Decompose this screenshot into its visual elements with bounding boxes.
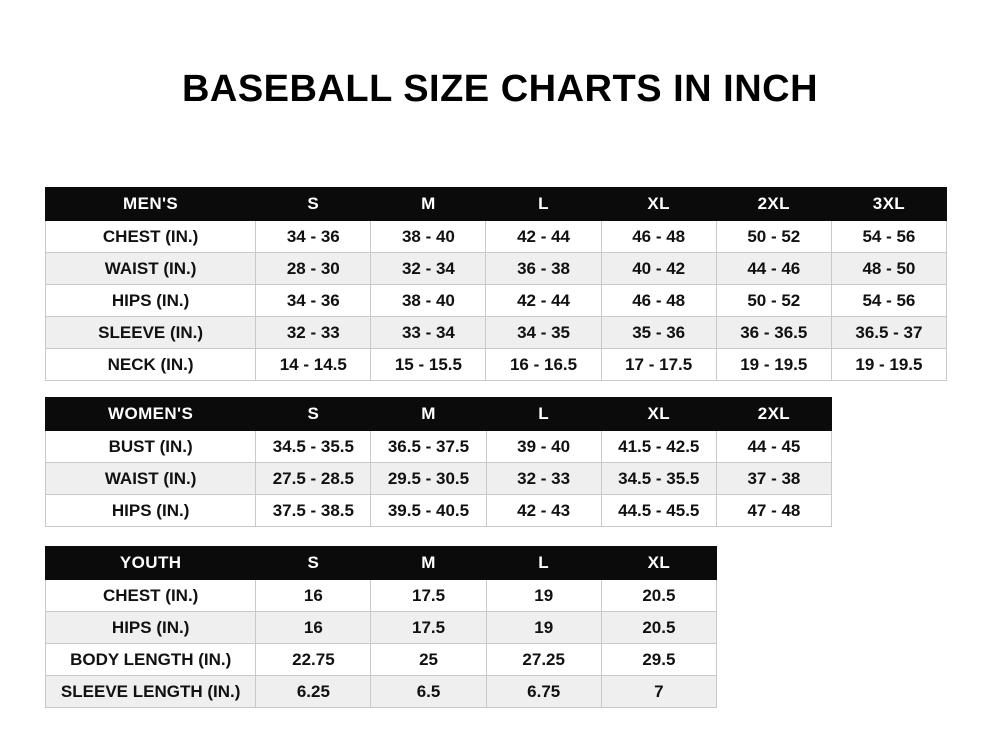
table-cell: 15 - 15.5: [371, 349, 486, 381]
table-cell: 42 - 43: [486, 495, 601, 527]
table-cell: 27.5 - 28.5: [256, 463, 371, 495]
table-row: [46, 463, 832, 495]
table-cell: 35 - 36: [601, 317, 716, 349]
table-cell: 46 - 48: [601, 285, 716, 317]
row-label: CHEST (IN.): [46, 221, 256, 253]
table-cell: 48 - 50: [831, 253, 946, 285]
table-cell: 19: [486, 580, 601, 612]
column-header: YOUTH: [46, 547, 256, 580]
womens-size-chart: [45, 397, 832, 527]
column-header: M: [371, 547, 486, 580]
table-cell: 6.25: [256, 676, 371, 708]
table-cell: 39.5 - 40.5: [371, 495, 486, 527]
table-cell: 36 - 38: [486, 253, 601, 285]
table-cell: 29.5 - 30.5: [371, 463, 486, 495]
table-row: [46, 221, 947, 253]
table-row: [46, 495, 832, 527]
row-label: SLEEVE LENGTH (IN.): [46, 676, 256, 708]
row-label: SLEEVE (IN.): [46, 317, 256, 349]
table-cell: 42 - 44: [486, 285, 601, 317]
table-cell: 17 - 17.5: [601, 349, 716, 381]
column-header: 3XL: [831, 188, 946, 221]
page-title: BASEBALL SIZE CHARTS IN INCH: [181, 68, 819, 110]
row-label: WAIST (IN.): [46, 463, 256, 495]
table-cell: 36.5 - 37: [831, 317, 946, 349]
table-cell: 36 - 36.5: [716, 317, 831, 349]
column-header: L: [486, 547, 601, 580]
table-cell: 46 - 48: [601, 221, 716, 253]
table-cell: 17.5: [371, 612, 486, 644]
table-row: [46, 676, 717, 708]
row-label: BUST (IN.): [46, 431, 256, 463]
column-header: XL: [601, 547, 716, 580]
table-cell: 42 - 44: [486, 221, 601, 253]
table-cell: 28 - 30: [256, 253, 371, 285]
table-row: [46, 580, 717, 612]
column-header: L: [486, 188, 601, 221]
column-header: XL: [601, 188, 716, 221]
table-cell: 34.5 - 35.5: [256, 431, 371, 463]
table-cell: 41.5 - 42.5: [601, 431, 716, 463]
table-cell: 6.5: [371, 676, 486, 708]
table-cell: 34 - 35: [486, 317, 601, 349]
column-header: MEN'S: [46, 188, 256, 221]
table-cell: 50 - 52: [716, 285, 831, 317]
table-row: [46, 253, 947, 285]
table-cell: 34 - 36: [256, 285, 371, 317]
table-header-row: [46, 547, 717, 580]
table-cell: 17.5: [371, 580, 486, 612]
row-label: HIPS (IN.): [46, 612, 256, 644]
column-header: WOMEN'S: [46, 398, 256, 431]
row-label: WAIST (IN.): [46, 253, 256, 285]
table-row: [46, 317, 947, 349]
column-header: 2XL: [716, 398, 831, 431]
table-cell: 19 - 19.5: [831, 349, 946, 381]
table-cell: 54 - 56: [831, 285, 946, 317]
table-cell: 16: [256, 612, 371, 644]
row-label: CHEST (IN.): [46, 580, 256, 612]
table-cell: 39 - 40: [486, 431, 601, 463]
table-cell: 29.5: [601, 644, 716, 676]
table-cell: 38 - 40: [371, 285, 486, 317]
row-label: NECK (IN.): [46, 349, 256, 381]
column-header: M: [371, 398, 486, 431]
table-cell: 20.5: [601, 612, 716, 644]
table-cell: 20.5: [601, 580, 716, 612]
column-header: XL: [601, 398, 716, 431]
row-label: HIPS (IN.): [46, 285, 256, 317]
table-header-row: [46, 188, 947, 221]
table-row: [46, 644, 717, 676]
column-header: S: [256, 188, 371, 221]
table-cell: 37 - 38: [716, 463, 831, 495]
table-cell: 19: [486, 612, 601, 644]
table-header-row: [46, 398, 832, 431]
table-cell: 40 - 42: [601, 253, 716, 285]
table-cell: 6.75: [486, 676, 601, 708]
table-cell: 32 - 34: [371, 253, 486, 285]
table-cell: 47 - 48: [716, 495, 831, 527]
table-cell: 34.5 - 35.5: [601, 463, 716, 495]
table-cell: 38 - 40: [371, 221, 486, 253]
column-header: L: [486, 398, 601, 431]
table-cell: 34 - 36: [256, 221, 371, 253]
column-header: S: [256, 398, 371, 431]
column-header: M: [371, 188, 486, 221]
table-cell: 33 - 34: [371, 317, 486, 349]
youth-size-chart: [45, 546, 717, 708]
row-label: BODY LENGTH (IN.): [46, 644, 256, 676]
table-cell: 36.5 - 37.5: [371, 431, 486, 463]
table-cell: 7: [601, 676, 716, 708]
table-cell: 27.25: [486, 644, 601, 676]
row-label: HIPS (IN.): [46, 495, 256, 527]
table-cell: 50 - 52: [716, 221, 831, 253]
column-header: S: [256, 547, 371, 580]
table-cell: 44 - 45: [716, 431, 831, 463]
table-cell: 22.75: [256, 644, 371, 676]
mens-size-chart: [45, 187, 947, 381]
table-cell: 54 - 56: [831, 221, 946, 253]
table-cell: 32 - 33: [256, 317, 371, 349]
table-row: [46, 349, 947, 381]
table-cell: 19 - 19.5: [716, 349, 831, 381]
table-cell: 14 - 14.5: [256, 349, 371, 381]
table-cell: 16: [256, 580, 371, 612]
table-cell: 32 - 33: [486, 463, 601, 495]
table-cell: 44.5 - 45.5: [601, 495, 716, 527]
table-cell: 16 - 16.5: [486, 349, 601, 381]
table-cell: 25: [371, 644, 486, 676]
table-cell: 37.5 - 38.5: [256, 495, 371, 527]
table-cell: 44 - 46: [716, 253, 831, 285]
column-header: 2XL: [716, 188, 831, 221]
table-row: [46, 612, 717, 644]
table-row: [46, 285, 947, 317]
table-row: [46, 431, 832, 463]
